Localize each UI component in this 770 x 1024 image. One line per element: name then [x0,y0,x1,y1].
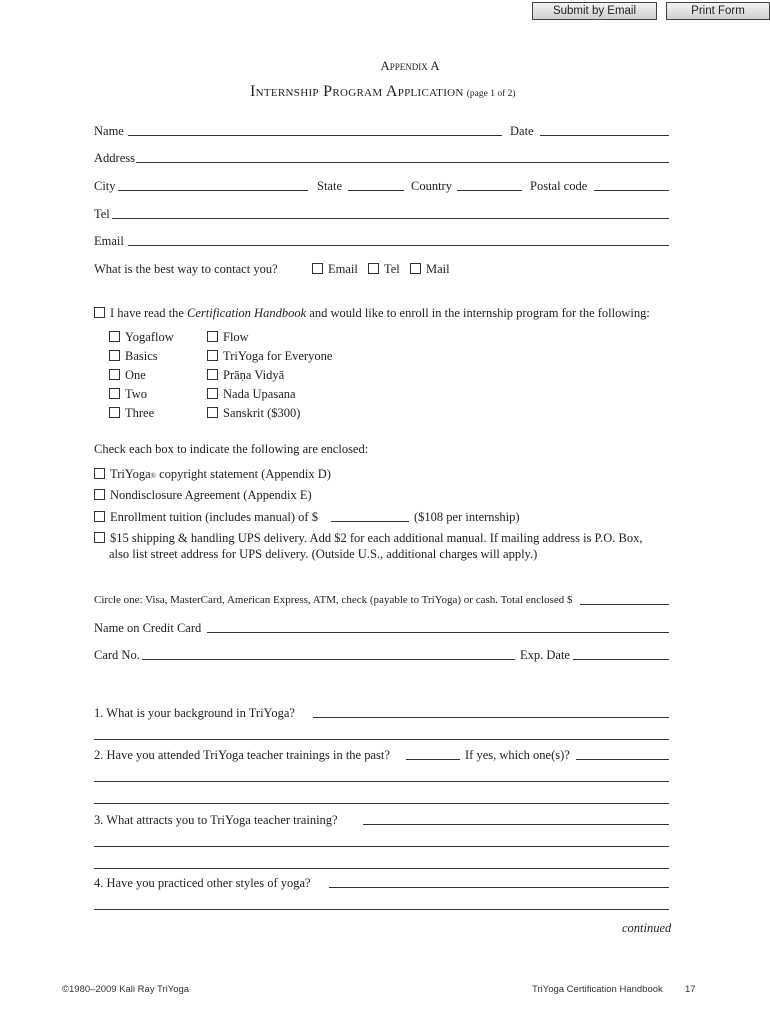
name-field[interactable] [128,135,502,136]
form-title: Internship Program Application [250,83,464,100]
answer-2-line-2[interactable] [94,781,669,782]
program-sanskrit[interactable]: Sanskrit ($300) [207,406,300,420]
question-1: 1. What is your background in TriYoga? [94,706,295,720]
checkbox-icon[interactable] [410,263,421,274]
name-label: Name [94,124,124,138]
card-number-field[interactable] [142,659,515,660]
checkbox-icon[interactable] [109,331,120,342]
program-three[interactable]: Three [109,406,154,420]
question-3: 3. What attracts you to TriYoga teacher training? [94,813,338,827]
checkbox-icon[interactable] [207,407,218,418]
program-flow[interactable]: Flow [207,330,249,344]
email-label: Email [94,234,124,248]
appendix-label: Appendix A [380,58,440,73]
country-label: Country [411,179,452,193]
page-title [250,85,516,101]
tuition-rate-note: ($108 per internship) [414,510,520,524]
date-field[interactable] [540,135,669,136]
contact-tel-option[interactable]: Tel [368,262,400,276]
program-one[interactable]: One [109,368,146,382]
checkbox-icon[interactable] [94,468,105,479]
question-4: 4. Have you practiced other styles of yoga? [94,876,311,890]
postal-label: Postal code [530,179,588,193]
program-triyoga-for-everyone[interactable]: TriYoga for Everyone [207,349,332,363]
answer-3-line-3[interactable] [94,868,669,869]
answer-2-followup-field[interactable] [576,759,669,760]
contact-email-option[interactable]: Email [312,262,358,276]
checkbox-icon[interactable] [207,350,218,361]
program-prana-vidya[interactable]: Prāṇa Vidyā [207,368,284,382]
card-name-label: Name on Credit Card [94,621,202,635]
address-label: Address [94,151,135,165]
city-field[interactable] [118,190,308,191]
checkbox-icon[interactable] [109,388,120,399]
state-field[interactable] [348,190,404,191]
payment-method-text: Circle one: Visa, MasterCard, American Express, ATM, check (payable to TriYoga) or cash. Total enclosed $ [94,594,573,606]
date-label: Date [510,124,534,138]
continued-note: continued [622,921,672,935]
checkbox-icon[interactable] [94,511,105,522]
answer-1-line-2[interactable] [94,739,669,740]
shipping-note-line2: also list street address for UPS delivery. (Outside U.S., additional charges will apply.) [109,547,538,561]
program-nada-upasana[interactable]: Nada Upasana [207,387,296,401]
card-name-field[interactable] [207,632,669,633]
enroll-statement[interactable]: I have read the Certification Handbook and would like to enroll in the internship program for the following: [94,306,650,320]
answer-4-line-2[interactable] [94,909,669,910]
answer-3-line-1[interactable] [363,824,669,825]
page-note: (page 1 of 2) [466,89,516,99]
program-two[interactable]: Two [109,387,147,401]
program-basics[interactable]: Basics [109,349,158,363]
footer-handbook: TriYoga Certification Handbook [532,984,663,995]
answer-4-line-1[interactable] [329,887,669,888]
print-form-button[interactable]: Print Form [666,2,770,20]
contact-mail-option[interactable]: Mail [410,262,450,276]
exp-date-field[interactable] [573,659,669,660]
contact-preference-question: What is the best way to contact you? [94,262,278,276]
program-yogaflow[interactable]: Yogaflow [109,330,174,344]
tel-label: Tel [94,207,110,221]
exp-date-label: Exp. Date [520,648,570,662]
checkbox-icon[interactable] [109,407,120,418]
checkbox-icon[interactable] [368,263,379,274]
checkbox-icon[interactable] [94,532,105,543]
country-field[interactable] [457,190,522,191]
question-2: 2. Have you attended TriYoga teacher trainings in the past? [94,748,390,762]
total-enclosed-field[interactable] [580,604,669,605]
answer-2-line-3[interactable] [94,803,669,804]
checkbox-icon[interactable] [312,263,323,274]
checkbox-icon[interactable] [94,307,105,318]
checkbox-icon[interactable] [94,489,105,500]
checkbox-icon[interactable] [207,331,218,342]
enclosed-heading: Check each box to indicate the following are enclosed: [94,442,369,456]
answer-1-line-1[interactable] [313,717,669,718]
address-field[interactable] [136,162,669,163]
footer-copyright: ©1980–2009 Kali Ray TriYoga [62,984,190,995]
enclosed-copyright[interactable]: TriYoga® copyright statement (Appendix D) [94,467,331,483]
card-number-label: Card No. [94,648,140,662]
answer-2-field[interactable] [406,759,460,760]
answer-3-line-2[interactable] [94,846,669,847]
tuition-amount-field[interactable] [331,521,409,522]
checkbox-icon[interactable] [109,350,120,361]
submit-by-email-button[interactable]: Submit by Email [532,2,657,20]
postal-field[interactable] [594,190,669,191]
enclosed-nda[interactable]: Nondisclosure Agreement (Appendix E) [94,488,312,502]
checkbox-icon[interactable] [207,388,218,399]
email-field[interactable] [128,245,669,246]
question-2-followup: If yes, which one(s)? [465,748,570,762]
tel-field[interactable] [112,218,669,219]
checkbox-icon[interactable] [207,369,218,380]
enclosed-shipping[interactable]: $15 shipping & handling UPS delivery. Add $2 for each additional manual. If mailing address is P.O. Box, [94,531,642,545]
state-label: State [317,179,342,193]
enclosed-tuition[interactable]: Enrollment tuition (includes manual) of $ [94,510,318,524]
checkbox-icon[interactable] [109,369,120,380]
page-number: 17 [685,984,696,995]
city-label: City [94,179,116,193]
